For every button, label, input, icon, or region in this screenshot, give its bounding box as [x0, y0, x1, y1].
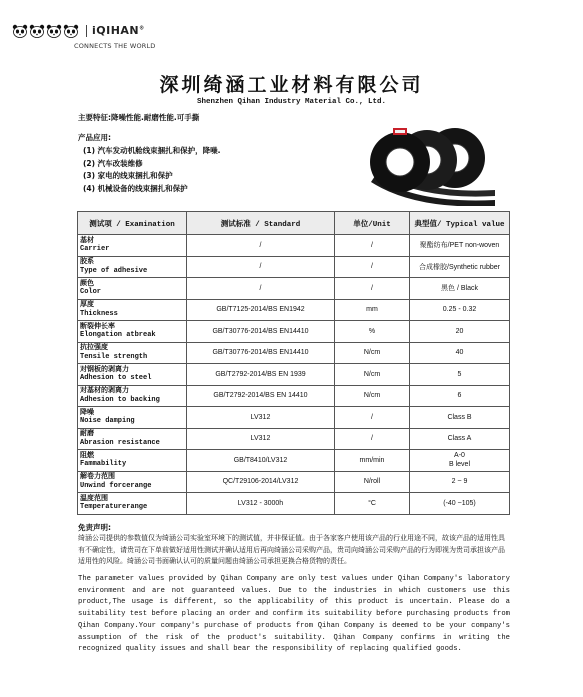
brand-slogan: CONNECTS THE WORLD	[74, 42, 156, 50]
standard-cell: GB/T2792-2014/BS EN 1939	[187, 364, 335, 386]
table-row	[78, 385, 510, 407]
table-row	[78, 278, 510, 300]
table-row	[78, 256, 510, 278]
standard-cell: QC/T29106-2014/LV312	[187, 471, 335, 493]
table-row	[78, 428, 510, 450]
main-features: 主要特征:降噪性能.耐磨性能.可手撕	[78, 113, 200, 122]
header-standard: 测试标准 / Standard	[187, 212, 335, 235]
standard-cell: LV312	[187, 407, 335, 429]
table-row	[78, 493, 510, 515]
table-row	[78, 321, 510, 343]
standard-cell: GB/T7125-2014/BS EN1942	[187, 299, 335, 321]
examination-cell: 降噪 Noise damping	[78, 407, 187, 429]
standard-cell: GB/T30776-2014/BS EN14410	[187, 321, 335, 343]
examination-cell: 温度范围 Temperaturerange	[78, 493, 187, 515]
application-item: (4) 机械设备的线束捆扎和保护	[83, 183, 188, 193]
examination-cell: 基材 Carrier	[78, 235, 187, 257]
examination-cell: 对钢板的剥离力 Adhesion to steel	[78, 364, 187, 386]
table-row	[78, 235, 510, 257]
value-cell: (-40 ~105)	[410, 493, 510, 515]
value-cell: Class A	[410, 428, 510, 450]
application-item: (1) 汽车发动机舱线束捆扎和保护，降噪.	[83, 146, 221, 155]
standard-cell: LV312 - 3000h	[187, 493, 335, 515]
value-cell: 合成橡胶/Synthetic rubber	[410, 256, 510, 278]
examination-cell: 阻燃 Fammability	[78, 450, 187, 472]
value-cell: 黑色 / Black	[410, 278, 510, 300]
header-examination: 测试项 / Examination	[78, 212, 187, 235]
value-cell: 6	[410, 385, 510, 407]
examination-cell: 对基材的剥离力 Adhesion to backing	[78, 385, 187, 407]
value-cell: 2 ~ 9	[410, 471, 510, 493]
panda-icon	[29, 24, 45, 38]
disclaimer-title: 免责声明:	[78, 523, 111, 532]
table-row	[78, 299, 510, 321]
unit-cell: /	[335, 428, 410, 450]
standard-cell: GB/T30776-2014/BS EN14410	[187, 342, 335, 364]
applications-list	[83, 145, 221, 195]
examination-cell: 厚度 Thickness	[78, 299, 187, 321]
value-cell: Class B	[410, 407, 510, 429]
table-row	[78, 471, 510, 493]
examination-cell: 抗拉强度 Tensile strength	[78, 342, 187, 364]
company-title: 深圳绮涵工业材料有限公司	[159, 74, 424, 96]
unit-cell: N/cm	[335, 364, 410, 386]
standard-cell: /	[187, 256, 335, 278]
value-cell: A-0 B level	[410, 450, 510, 472]
application-item: (3) 家电的线束捆扎和保护	[83, 171, 173, 181]
table-header-row	[78, 212, 510, 235]
unit-cell: /	[335, 235, 410, 257]
value-cell: 20	[410, 321, 510, 343]
unit-cell: N/cm	[335, 342, 410, 364]
standard-cell: GB/T2792-2014/BS EN 14410	[187, 385, 335, 407]
disclaimer-chinese: 绮涵公司提供的参数值仅为绮涵公司实验室环境下的测试值，并非保证值。由于各家客户使用该产品的行业用途不同，故该产品的适用性具有不确定性，请贵司在下单前做好适用性测试并确认适用后再向绮涵公司采购产品，贵司向绮涵公司采购产品的行为即视为贵司承担该产品适用性的风险。绮涵公司书面确认认可的质量问题由绮涵公司承担更换合格货物的责任。	[78, 534, 505, 566]
table-row	[78, 407, 510, 429]
standard-cell: /	[187, 278, 335, 300]
examination-cell: 耐磨 Abrasion resistance	[78, 428, 187, 450]
examination-cell: 解卷力范围 Unwind forcerange	[78, 471, 187, 493]
examination-cell: 断裂伸长率 Elongation atbreak	[78, 321, 187, 343]
panda-icon	[46, 24, 62, 38]
standard-cell: GB/T8410/LV312	[187, 450, 335, 472]
unit-cell: /	[335, 256, 410, 278]
value-cell: 0.25 - 0.32	[410, 299, 510, 321]
tape-rolls-image	[355, 116, 500, 206]
header-unit: 单位/Unit	[335, 212, 410, 235]
unit-cell: °C	[335, 493, 410, 515]
unit-cell: mm	[335, 299, 410, 321]
value-cell: 5	[410, 364, 510, 386]
table-row	[78, 450, 510, 472]
brand-name: iQIHAN®	[92, 24, 145, 37]
spec-table	[77, 211, 510, 515]
examination-cell: 颜色 Color	[78, 278, 187, 300]
company-subtitle: Shenzhen Qihan Industry Material Co., Ltd.	[196, 98, 387, 106]
table-row	[78, 364, 510, 386]
value-cell: 聚酯纺布/PET non-woven	[410, 235, 510, 257]
table-row	[78, 342, 510, 364]
unit-cell: /	[335, 407, 410, 429]
value-cell: 40	[410, 342, 510, 364]
disclaimer-english: The parameter values provided by Qihan Company are only test values under Qihan Company's laboratory environment and are not guaranteed values. Due to the industries in which customers use this product,The usage is different, so the applicability of this product is uncertain. Please do a suitability test before placing an order and confirm its suitability before purchasing products from Qihan Company.Your company's purchase of products from Qihan Company is deemed to be your company's assumption of the risk of the product's suitability. Qihan Company confirms in writing the recognized quality issues and shall bear the responsibility of replacing qualified goods.	[78, 575, 510, 654]
brand-logo	[12, 22, 162, 56]
examination-cell: 胶系 Type of adhesive	[78, 256, 187, 278]
panda-icon	[12, 24, 28, 38]
unit-cell: mm/min	[335, 450, 410, 472]
unit-cell: %	[335, 321, 410, 343]
brand-divider	[86, 25, 87, 37]
standard-cell: /	[187, 235, 335, 257]
unit-cell: N/roll	[335, 471, 410, 493]
panda-icon	[63, 24, 79, 38]
applications-title: 产品应用:	[78, 133, 111, 142]
unit-cell: N/cm	[335, 385, 410, 407]
unit-cell: /	[335, 278, 410, 300]
header-typical-value: 典型值/ Typical value	[410, 212, 510, 235]
standard-cell: LV312	[187, 428, 335, 450]
application-item: (2) 汽车改装维修	[83, 158, 143, 168]
